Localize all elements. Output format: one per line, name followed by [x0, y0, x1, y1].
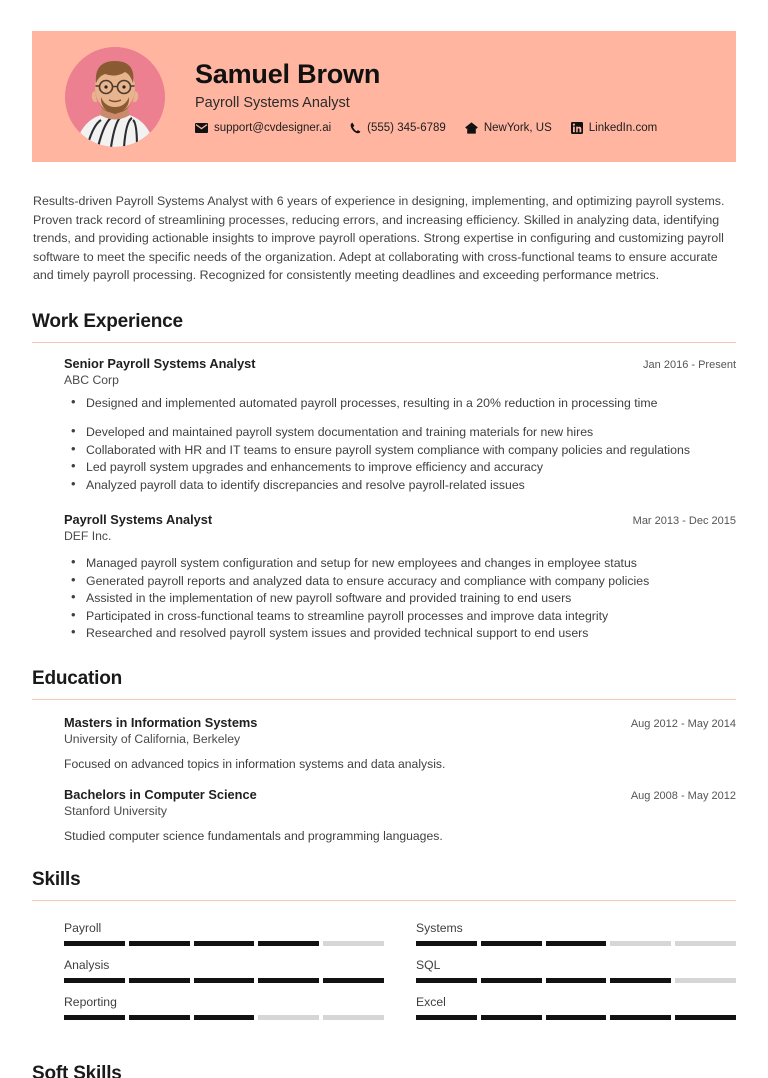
degree-date: Aug 2012 - May 2014: [630, 717, 736, 730]
degree-description: Focused on advanced topics in information systems and data analysis.: [64, 756, 446, 771]
skill-item: [416, 983, 736, 1020]
header-text: [195, 59, 736, 133]
list-item: • Developed and maintained payroll system documentation and training materials for new hires: [64, 424, 736, 441]
skill-item: [416, 946, 736, 983]
work-entry: [64, 356, 736, 494]
skill-level-segment: [546, 1015, 607, 1020]
job-title: Payroll Systems Analyst: [64, 512, 213, 528]
skill-level-segment: [610, 1015, 671, 1020]
job-date: Jan 2016 - Present: [643, 358, 736, 371]
contact-location: [465, 122, 552, 134]
list-item: • Designed and implemented automated payroll processes, resulting in a 20% reduction in processing time: [64, 395, 736, 412]
degree-title: Masters in Information Systems: [64, 714, 258, 730]
job-date: Mar 2013 - Dec 2015: [632, 515, 736, 528]
list-item: • Researched and resolved payroll system issues and provided technical support to end users: [64, 625, 736, 642]
envelope-icon: [195, 123, 208, 133]
skill-item: [64, 909, 384, 946]
skill-level-segment: [323, 1015, 384, 1020]
linkedin-icon: [571, 122, 583, 134]
education-entry: [64, 787, 736, 843]
candidate-name: Samuel Brown: [195, 59, 381, 90]
contact-linkedin-text: LinkedIn.com: [588, 121, 658, 134]
contact-linkedin[interactable]: [571, 122, 657, 134]
home-icon: [465, 122, 478, 134]
section-title-education: Education: [32, 667, 123, 689]
avatar: [65, 47, 165, 147]
phone-icon: [350, 122, 361, 134]
skill-label: Reporting: [64, 994, 117, 1009]
contact-email-text: support@cvdesigner.ai: [214, 121, 332, 134]
section-divider: [32, 699, 736, 700]
work-entry-head: [64, 356, 736, 371]
skills-grid: [64, 909, 736, 1020]
section-divider: [32, 900, 736, 901]
section-title-skills: Skills: [32, 868, 81, 890]
job-title: Senior Payroll Systems Analyst: [64, 355, 256, 371]
professional-summary: Results-driven Payroll Systems Analyst with 6 years of experience in designing, implementing, and optimizing payroll systems. Proven track record of streamlining processes, reducing errors, and increasing efficiency. Skilled in analyzing data, identifying trends, and providing actionable insights to improve payroll operations. Strong expertise in configuring and customizing payroll software to meet the specific needs of the organization. Adept at collaborating with cross-functional teams to ensure accurate and timely payroll processing. Recognized for consistently meeting deadlines and exceeding performance metrics.: [33, 194, 725, 283]
education-entry-head: [64, 787, 736, 802]
job-bullets: [64, 395, 736, 494]
skill-label: Excel: [416, 994, 446, 1009]
skill-level-segment: [258, 1015, 319, 1020]
degree-date: Aug 2008 - May 2012: [630, 789, 736, 802]
skill-label: Systems: [416, 920, 463, 935]
contact-phone-text: (555) 345-6789: [367, 121, 446, 134]
skill-level-bar: [64, 1015, 384, 1020]
degree-description: Studied computer science fundamentals and programming languages.: [64, 828, 443, 843]
skill-level-bar: [416, 1015, 736, 1020]
school-name: Stanford University: [64, 803, 167, 818]
candidate-role: Payroll Systems Analyst: [195, 94, 350, 111]
job-company: DEF Inc.: [64, 529, 112, 544]
section-skills: [32, 869, 736, 1020]
education-entry-head: [64, 715, 736, 730]
section-divider: [32, 342, 736, 343]
list-item: • Participated in cross-functional teams to streamline payroll processes and improve data integrity: [64, 608, 736, 625]
job-company: ABC Corp: [64, 372, 119, 387]
skill-item: [64, 983, 384, 1020]
skill-level-segment: [64, 1015, 125, 1020]
contact-email[interactable]: [195, 122, 331, 134]
list-item: • Generated payroll reports and analyzed data to ensure accuracy and compliance with company policies: [64, 573, 736, 590]
portrait-photo: [65, 47, 165, 147]
list-item: • Led payroll system upgrades and enhancements to improve efficiency and accuracy: [64, 459, 736, 476]
list-item: • Analyzed payroll data to identify discrepancies and resolve payroll-related issues: [64, 477, 736, 494]
section-title-soft-skills: Soft Skills: [32, 1063, 122, 1078]
degree-title: Bachelors in Computer Science: [64, 786, 257, 802]
list-item: • Collaborated with HR and IT teams to ensure payroll system compliance with company policies and regulations: [64, 442, 736, 459]
section-education: [32, 668, 736, 843]
skill-level-segment: [675, 1015, 736, 1020]
skill-item: [64, 946, 384, 983]
school-name: University of California, Berkeley: [64, 731, 241, 746]
skill-label: Analysis: [64, 957, 110, 972]
skill-label: SQL: [416, 957, 441, 972]
education-entry: [64, 715, 736, 771]
list-item: • Assisted in the implementation of new payroll software and provided training to end users: [64, 590, 736, 607]
contact-location-text: NewYork, US: [483, 121, 552, 134]
skill-level-segment: [129, 1015, 190, 1020]
skill-level-segment: [194, 1015, 255, 1020]
skill-level-segment: [416, 1015, 477, 1020]
work-entry: [64, 512, 736, 642]
work-entry-head: [64, 512, 736, 527]
contact-list: [195, 122, 716, 134]
job-bullets: [64, 555, 736, 642]
list-item: • Managed payroll system configuration and setup for new employees and changes in employee status: [64, 555, 736, 572]
skill-label: Payroll: [64, 920, 102, 935]
contact-phone[interactable]: [350, 122, 446, 134]
skill-item: [416, 909, 736, 946]
skill-level-segment: [481, 1015, 542, 1020]
section-title-work: Work Experience: [32, 310, 183, 332]
resume-header: [32, 31, 736, 162]
section-work-experience: [32, 311, 736, 642]
resume-body: [0, 162, 768, 1020]
